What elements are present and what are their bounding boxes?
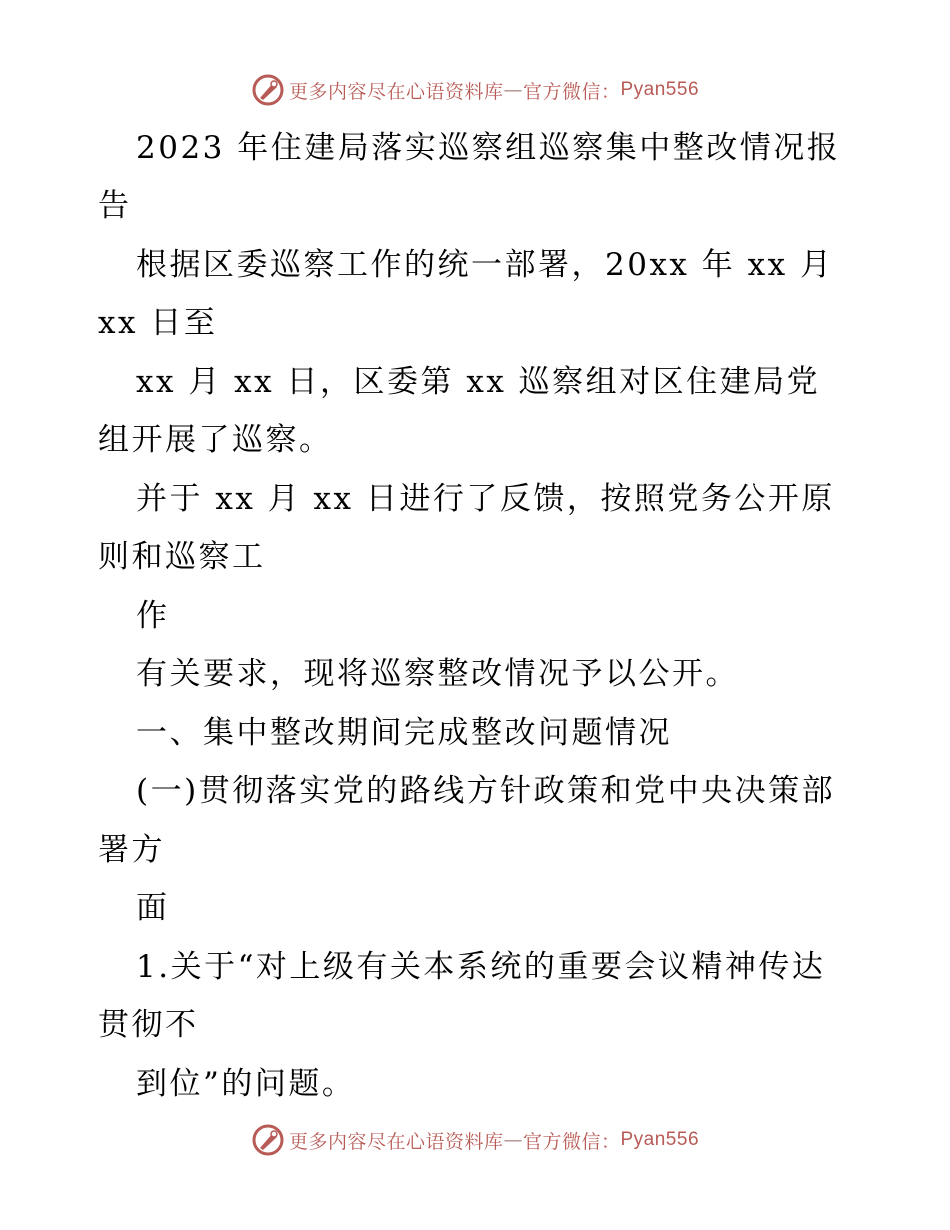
paragraph-line: xx 月 xx 日，区委第 xx 巡察组对区住建局党 bbox=[136, 364, 821, 400]
watermark-handle: Pyan556 bbox=[620, 79, 700, 100]
watermark-contact-label: 官方微信： bbox=[522, 1130, 621, 1153]
paragraph-line: 有关要求，现将巡察整改情况予以公开。 bbox=[136, 656, 739, 692]
watermark-text: 更多内容尽在心语资料库 bbox=[288, 1130, 504, 1153]
paragraph-line: 根据区委巡察工作的统一部署，20xx 年 xx 月 bbox=[136, 247, 834, 283]
paragraph-line: xx 日至 bbox=[98, 305, 218, 341]
header-watermark bbox=[0, 70, 950, 110]
subsection-heading-continuation: 署方 bbox=[98, 832, 165, 868]
footer-watermark bbox=[0, 1120, 950, 1160]
subsection-heading: (一)贯彻落实党的路线方针政策和党中央决策部 bbox=[136, 773, 836, 809]
item-heading-continuation: 到位”的问题。 bbox=[136, 1066, 356, 1102]
document-title: 2023 年住建局落实巡察组巡察集中整改情况报 bbox=[136, 130, 841, 166]
section-heading: 一、集中整改期间完成整改问题情况 bbox=[136, 715, 672, 751]
subsection-heading-continuation: 面 bbox=[136, 890, 170, 926]
watermark-separator: — bbox=[503, 1129, 523, 1151]
item-heading-continuation: 贯彻不 bbox=[98, 1007, 199, 1043]
paragraph-line: 组开展了巡察。 bbox=[98, 422, 333, 458]
watermark-text: 更多内容尽在心语资料库 bbox=[288, 80, 504, 103]
paragraph-line: 作 bbox=[136, 598, 170, 634]
paragraph-line: 则和巡察工 bbox=[98, 539, 266, 575]
pen-nib-logo-icon bbox=[251, 73, 285, 107]
watermark-contact-label: 官方微信： bbox=[522, 80, 621, 103]
document-title-continuation: 告 bbox=[98, 188, 132, 224]
pen-nib-logo-icon bbox=[251, 1123, 285, 1157]
paragraph-line: 并于 xx 月 xx 日进行了反馈，按照党务公开原 bbox=[136, 481, 835, 517]
watermark-separator: — bbox=[503, 79, 523, 101]
item-heading: 1.关于“对上级有关本系统的重要会议精神传达 bbox=[136, 949, 826, 985]
watermark-handle: Pyan556 bbox=[620, 1129, 700, 1150]
